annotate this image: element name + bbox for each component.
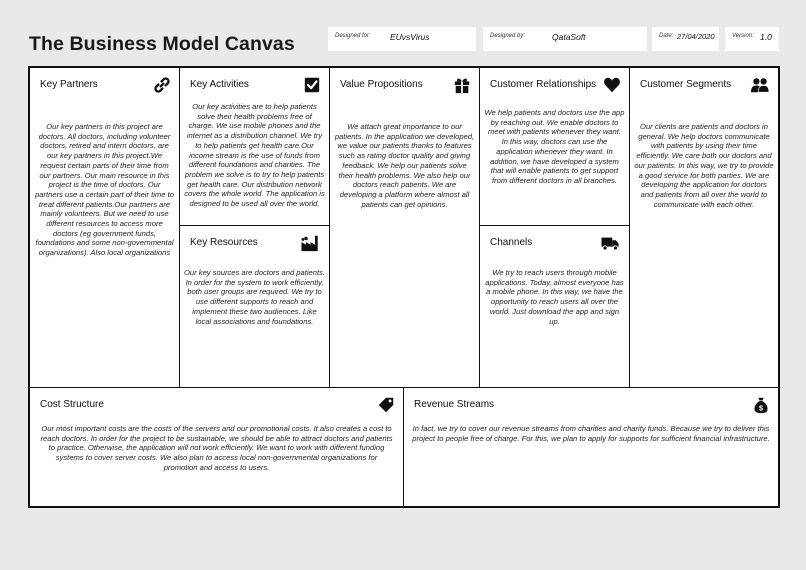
- designed-by-label: Designed by:: [490, 33, 526, 39]
- designed-by-box: [483, 27, 647, 51]
- key-activities-text: Our key activities are to help patients solve their health problems free of charge. We use mobile phones and the internet as a distribution channel. We try to help patients get health care.Our income stream is the use of funds from different foundations and charities. The problem we solve is to try to help patients get health care. Our distribution network covers the whole world. The application is designed to be used all over the world.: [184, 102, 325, 209]
- key-activities-heading: Key Activities: [190, 79, 249, 90]
- key-resources-block: [180, 226, 330, 388]
- date-box: [652, 27, 719, 51]
- cost-structure-heading: Cost Structure: [40, 399, 104, 410]
- money-bag-icon: [752, 396, 770, 414]
- key-partners-block: [30, 68, 180, 388]
- customer-segments-block: [630, 68, 778, 388]
- business-model-canvas: [28, 66, 780, 508]
- link-icon: [153, 76, 171, 94]
- revenue-streams-heading: Revenue Streams: [414, 399, 495, 410]
- checkbox-icon: [303, 76, 321, 94]
- date-label: Date:: [659, 33, 674, 39]
- customer-relationships-heading: Customer Relationships: [490, 79, 597, 90]
- channels-heading: Channels: [490, 237, 533, 248]
- value-propositions-text: We attach great importance to our patients. In the application we developed, we value our patients thanks to features such as rating doctor quality and giving feedback. We help our patients solve their health problems. We also help our doctors reach patients. We are developing a platform where almost all patients can get opinions.: [334, 122, 475, 209]
- designed-for-box: [328, 27, 476, 51]
- customer-relationships-text: We help patients and doctors use the app by reaching out. We enable doctors to meet with patients whenever they want. In this way, doctors can use the application whenever they want. In addition, we have developed a system that will enable patients to get support from different doctors in all branches.: [484, 108, 625, 185]
- customer-segments-heading: Customer Segments: [640, 79, 732, 90]
- designed-for-label: Designed for:: [335, 33, 371, 39]
- value-propositions-block: [330, 68, 480, 388]
- designed-for-value: EUvsVirus: [390, 32, 430, 42]
- value-propositions-heading: Value Propositions: [340, 79, 423, 90]
- cost-structure-block: [30, 388, 404, 506]
- customer-segments-text: Our clients are patients and doctors in general. We help doctors communicate with patients by using their time efficiently. We care both our doctors and our patients. In this way, we try to provide a good service for both parties. We are developing the application for doctors and patients from all over the world to communicate with each other.: [634, 122, 774, 209]
- price-tag-icon: [377, 396, 395, 414]
- version-label: Version:: [732, 33, 754, 39]
- revenue-streams-block: [404, 388, 778, 506]
- key-resources-heading: Key Resources: [190, 237, 258, 248]
- customer-relationships-block: [480, 68, 630, 226]
- key-activities-block: [180, 68, 330, 226]
- date-value: 27/04/2020: [677, 32, 715, 41]
- designed-by-value: QataSoft: [552, 32, 586, 42]
- factory-icon: [300, 234, 321, 252]
- version-value: 1.0: [760, 32, 772, 42]
- users-icon: [750, 76, 770, 94]
- revenue-streams-text: In fact, we try to cover our revenue streams from charities and charity funds. Because we try to deliver this project to people free of charge. For this, we plan to apply for supports for sufficient financial infrastructure.: [412, 424, 770, 443]
- page-title: The Business Model Canvas: [29, 33, 295, 55]
- gift-icon: [453, 76, 471, 94]
- version-box: [725, 27, 779, 51]
- cost-structure-text: Our most important costs are the costs of the servers and our promotional costs. It also creates a cost to reach doctors. In order for the project to be sustainable, we should be able to attract doctors and patients to practice. Otherwise, the application will not work efficiently. We want to work with different funding systems to cover server costs. We also plan to access local non-governmental organizations for promotion and access to users.: [40, 424, 393, 472]
- key-resources-text: Our key sources are doctors and patients. In order for the system to work efficiently, both user groups are required. We try to use different supports to reach and implement these two audiences. Like local associations and foundations.: [184, 268, 325, 326]
- heart-icon: [603, 76, 621, 94]
- key-partners-heading: Key Partners: [40, 79, 98, 90]
- channels-block: [480, 226, 630, 388]
- truck-icon: [600, 234, 621, 252]
- channels-text: We try to reach users through mobile applications. Today, almost everyone has a mobile phone. In this way, we have the opportunity to reach users all over the world. Just download the app and sign up.: [485, 268, 624, 326]
- key-partners-text: Our key partners in this project are doctors. All doctors, including volunteer doctors, retired and intern doctors, are our key partners in this project.We request certain parts of their time from our partners. Our main resource in this project is the time of doctors. Our partners use a certain part of their time to treat different patients.Our partners are mainly volunteers. But we need to use different resources to access more doctors (eg government funds, foundations and some non-governmental organizations). Also local organizations: [35, 122, 174, 258]
- svg-text:$: $: [759, 403, 763, 413]
